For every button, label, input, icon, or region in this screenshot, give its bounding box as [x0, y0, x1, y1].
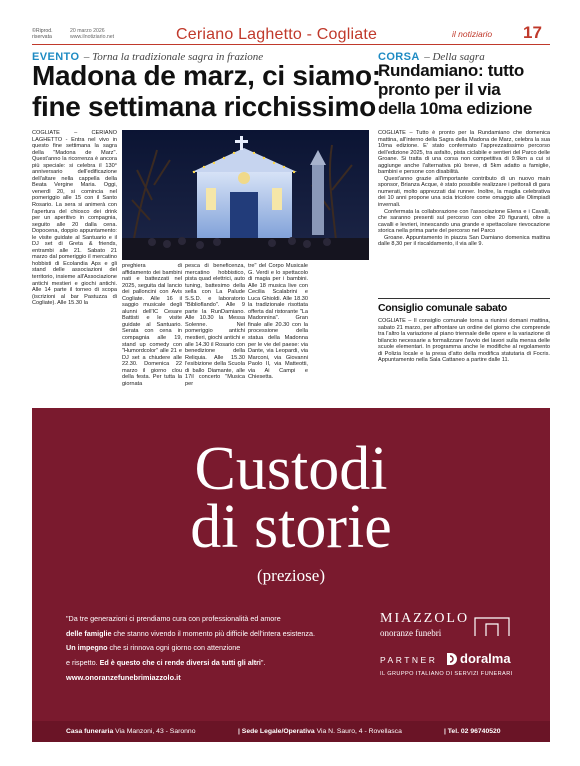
ad-copy [66, 612, 366, 670]
article1-col4: tre" del Corpo Musicale G. Verdi e lo spettacolo di magia per i bambini. Alle 18 musica live con Cecilia Scalabrini e Luca Ghioldi. Alle 18.30 la tradizionale risottata offerta dal ristorante "La Madonnina". Gran finale alle 20.30 con la processione della statua della Madonna per le vie del paese: via Dante, via Leopardi, via Marconi, via Giovanni Paolo II, via Matteotti, via Ai Campi e Chiesetta. [248, 263, 308, 381]
article1-headline-line1: Madona de marz, ci siamo: [32, 60, 381, 91]
section-title: Ceriano Laghetto - Cogliate [176, 26, 378, 43]
article-divider [378, 298, 550, 299]
article2-headline [378, 61, 550, 118]
ad-copy-line2-bold: delle famiglie [66, 628, 112, 638]
ad-copy-line4-end: ". [260, 657, 266, 667]
article2-body [378, 130, 550, 298]
article1-kicker: EVENTO [32, 51, 80, 63]
footer-casa-value: Via Manzoni, 43 - Saronno [113, 728, 196, 735]
article1-col1: COGLIATE – CERIANO LAGHETTO - Entra nel vivo in questo fine settimana la sagra della "Madona de Marz". Quest'anno la ricorrenza è ancora più speciale: si celebra il 130° anniversario dell'edificazione dell'altare nella cappella della Beata Vergine Maria. Oggi, venerdì 20, si comincia nel pomeriggio alle 15 con il Santo Rosario. La sera si animerà con l'apertura del chiosco dei drink per un aperitivo in compagnia, seguito alle 20 dalla cena. Dopocena, doppio appuntamento: le visite guidate al Santuario e il DJ set di Greta & friends, entrambi alle 21. Sabato 21 marzo dal pomeriggio il mercatino hobbisti di Ecolandia Aps e gli stand delle associazioni del territorio, insieme all'Associazione antichi mestieri e giochi antichi. Alle 14 parte il torneo di scopa (iscrizioni al bar Pastuzza di Cogliate). Alle 15.30 la [32, 130, 117, 307]
article1-col2: preghiera di affidamento dei bambini nati e battezzati nel 2025, seguita dal lancio dei palloncini con Avis Cogliate. Alle 16 il saggio musicale degli alunni dell'IC Cesare Battisti e le visite guidate al Santuario. Serata con cena in compagnia alle 19, stand up comedy con "Humordcolor" alle 21 e DJ set a chiudere alle 22.30. Domenica 22 marzo il giorno clou della festa. Per tutta la giornata [122, 263, 182, 387]
article2-headline-line1: Rundamiano: tutto [378, 61, 524, 80]
page-number: 17 [523, 23, 542, 42]
copyright-line2: riservata [32, 34, 52, 41]
ad-copy-line4-bold: Ed è questo che ci rende diversi da tutti gli altri [99, 657, 261, 667]
article1-kicker-sub: – Torna la tradizionale sagra in frazione [83, 51, 264, 63]
article2-kicker: CORSA [378, 51, 420, 63]
article2-paragraph3: Confermata la collaborazione con l'associazione Elena e i Cavalli, che saranno presenti sul percorso con oltre 20 figuranti, oltre a cavalli e levrieri, innescando una grande e spettacolare rievocazione storica nella prima parte del percorso nel Parco [378, 208, 550, 235]
footer-tel-value[interactable]: 02 96740520 [459, 728, 501, 735]
footer-sede-label: | Sede Legale/Operativa [238, 728, 315, 735]
ad-copy-line3 [66, 641, 366, 656]
article2-kicker-sub: – Della sagra [424, 51, 485, 63]
paper-name: il notiziario [452, 29, 493, 39]
miazzolo-logo-icon [472, 612, 512, 638]
ad-copy-line2-rest: che stanno vivendo il momento più difficile dell'intera esistenza. [111, 628, 315, 638]
ad-copy-line3-rest: che si rinnova ogni giorno con attenzione [107, 643, 241, 652]
article2-paragraph4: Groane. Appuntamento in piazza San Damiano domenica mattina dalle 8,30 per il riscaldamento, il via alle 9. [378, 234, 550, 248]
ad-copy-line2 [66, 627, 366, 642]
article2-paragraph2: Quest'anno grazie all'importante contributo di un nuovo main sponsor, Brianza Acque, è stato possibile realizzare i pettorali di gara numerati, molto apprezzati dai runner. Inoltre, la maglia celebrativa dei 10 anni propone una scia tricolore come omaggio alle Olimpiadi invernali. [378, 175, 550, 209]
date-text: 20 marzo 2026 [70, 28, 105, 34]
doralma-logo-icon [444, 652, 458, 666]
article3-body: COGLIATE – Il consiglio comunale torna a riunirsi domani mattina, sabato 21 marzo, per affrontare un ordine del giorno che comprende tra l'altro la variazione al piano triennale delle opere e la variazione di bilancio necessarie a formalizzare l'avvio dei lavori sulla mensa delle scuole elementari. In programma anche le modifiche al regolamento di Polizia locale e la presa d'atto della modifica statutaria di Focris. Appuntamento nella Sala Cattaneo a partire dalle 11. [378, 318, 550, 364]
article1-col3: pesca di beneficenza, mercatino hobbistico, pista quad elettrici, auto tuning, battesimo della sella con La Palude S.S.D. e laboratorio "Biblioflando". Alle 9 parte la RunDamiano. Alle 10.30 la Messa Solenne. Nel pomeriggio antichi mestieri, giochi antichi e alle 14.30 il Rosario con benedizione della Reliquia. Alle 15.30 l'esibizione della Scuola di ballo Diamante, alle 17il concerto "Musica per [185, 263, 245, 387]
footer-casa-label: Casa funeraria [66, 728, 114, 735]
partner-tagline: IL GRUPPO ITALIANO DI SERVIZI FUNERARI [380, 671, 513, 677]
article1-headline-line2: fine settimana ricchissimo [32, 91, 376, 122]
footer-casa-funeraria [66, 728, 195, 735]
article2-paragraph1: COGLIATE – Tutto è pronto per la Rundamiano che domenica mattina, all'interno della Sagra della Madona de Marz, celebra la sua 10ma edizione. E' stato confermato l'apprezzatissimo percorso dell'edizione 2025, tra asfalto, pista ciclabile e sentieri del Parco delle Groane. Si tratta di una corsa non competitiva di 9.9km a cui si aggiunge anche l'alternativa più breve, di 5km adatto a famiglie, bambini e persone con disabilità. [378, 130, 550, 176]
ad-title-line1: Custodi [194, 435, 388, 503]
header-date [70, 28, 114, 41]
miazzolo-brand-sub: onoranze funebri [380, 628, 442, 638]
footer-sede-value: Via N. Sauro, 4 - Rovellasca [314, 728, 402, 735]
ad-title-line2: di storie [190, 493, 392, 561]
church-photo [122, 130, 369, 260]
church-photo-illustration [122, 130, 369, 260]
ad-subtitle: (preziose) [257, 566, 325, 585]
copyright-line1: ©Riprod. [32, 28, 53, 34]
footer-telephone [444, 728, 501, 735]
article1-headline [32, 60, 381, 122]
ad-title [32, 435, 550, 561]
article2-headline-line3: della 10ma edizione [378, 99, 532, 118]
header-rule [32, 44, 550, 45]
article3-headline: Consiglio comunale sabato [378, 302, 508, 314]
ad-copy-line4-start: e rispetto. [66, 657, 100, 667]
article2-headline-line2: pronto per il via [378, 80, 501, 99]
footer-tel-label: | Tel. [444, 728, 459, 735]
partner-label: PARTNER [380, 655, 438, 665]
site-text[interactable]: www.ilnotiziario.net [70, 34, 115, 41]
ad-copy-line1: "Da tre generazioni ci prendiamo cura con professionalità ed amore [66, 614, 281, 623]
ad-copy-line3-bold: Un impegno [66, 643, 108, 652]
partner-name: doralma [460, 651, 511, 666]
footer-sede-legale [238, 728, 402, 735]
ad-copy-line4 [66, 656, 366, 671]
ad-website-link[interactable]: www.onoranzefunebrimiazzolo.it [66, 673, 181, 682]
miazzolo-brand: MIAZZOLO [380, 611, 470, 626]
